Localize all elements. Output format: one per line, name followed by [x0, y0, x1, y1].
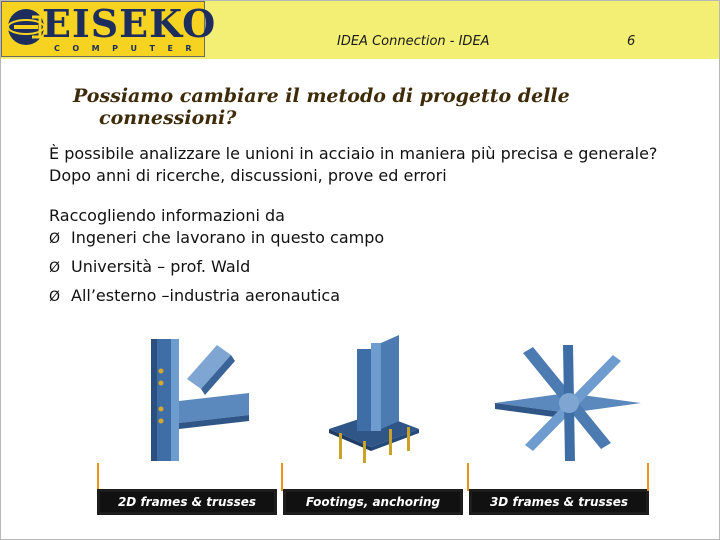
- header-title: IDEA Connection - IDEA: [337, 34, 490, 49]
- slide-title-line-2: connessioni?: [99, 107, 237, 129]
- frame-3d-illustration: [493, 343, 643, 463]
- header-band: [1, 1, 719, 59]
- page-number: 6: [627, 34, 636, 49]
- slide-body: [49, 143, 689, 314]
- logo-subtitle: COMPUTER: [54, 44, 205, 53]
- logo-word: EISEKO: [42, 1, 217, 46]
- caption-leader: [97, 463, 99, 491]
- caption-3d-frames: 3D frames & trusses: [469, 489, 649, 515]
- bullet-arrow-icon: Ø: [49, 231, 61, 247]
- bullet-text: All’esterno –industria aeronautica: [71, 286, 341, 305]
- bullet-item: [49, 256, 689, 279]
- slide-title: [73, 85, 673, 129]
- frame-2d-illustration: [137, 331, 257, 461]
- lead-line: Raccogliendo informazioni da: [49, 206, 285, 225]
- bullet-item: [49, 285, 689, 308]
- bullet-arrow-icon: Ø: [49, 289, 61, 305]
- intro-paragraph: È possibile analizzare le unioni in acciaio in maniera più precisa e generale? Dopo anni di ricerche, discussioni, prove ed errori: [49, 144, 658, 185]
- connection-figures: [97, 329, 649, 515]
- caption-leader: [281, 463, 283, 491]
- slide-title-line-1: Possiamo cambiare il metodo di progetto delle: [73, 85, 570, 107]
- bullet-list: [49, 227, 689, 308]
- caption-leader: [467, 463, 469, 491]
- logo-globe-icon: [6, 7, 46, 47]
- eiseko-logo: [1, 1, 217, 57]
- bullet-arrow-icon: Ø: [49, 260, 61, 276]
- bullet-text: Ingeneri che lavorano in questo campo: [71, 228, 385, 247]
- bullet-item: [49, 227, 689, 250]
- caption-footings: Footings, anchoring: [283, 489, 463, 515]
- bullet-text: Università – prof. Wald: [71, 257, 251, 276]
- footing-illustration: [319, 329, 429, 464]
- caption-leader: [647, 463, 649, 491]
- caption-2d-frames: 2D frames & trusses: [97, 489, 277, 515]
